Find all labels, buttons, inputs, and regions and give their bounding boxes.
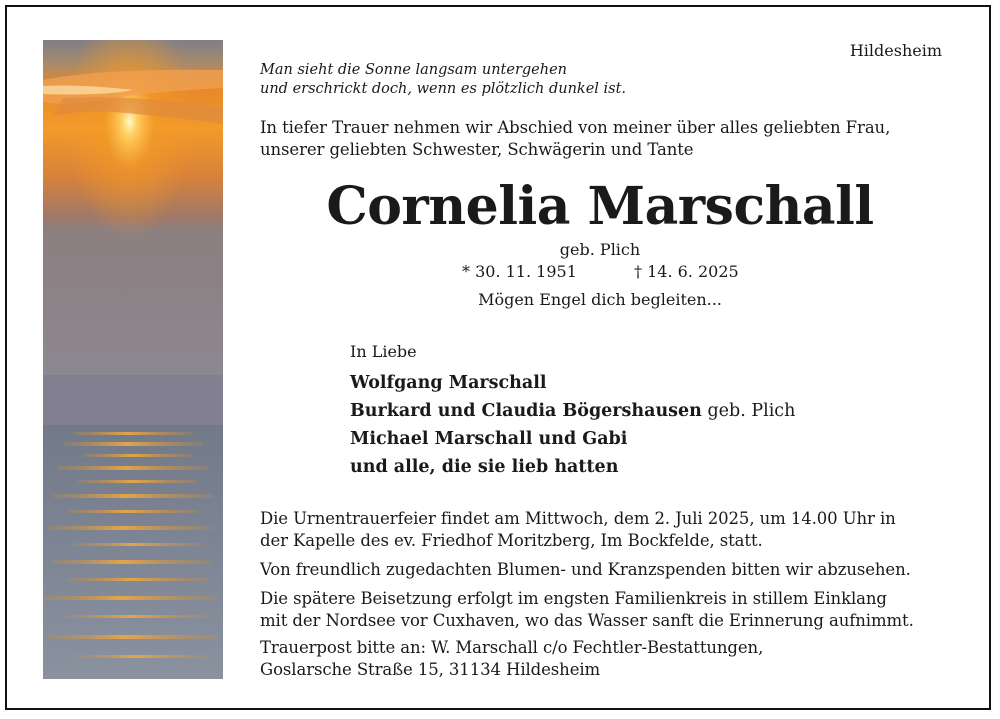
sunset-photo xyxy=(43,40,223,679)
flowers-note: Von freundlich zugedachten Blumen- und Kranzspenden bitten wir abzusehen. xyxy=(260,560,911,579)
mourner-1-name: Wolfgang Marschall xyxy=(350,373,547,393)
address-line-1: Trauerpost bitte an: W. Marschall c/o Fechtler-Bestattungen, xyxy=(260,638,764,657)
mourner-3-name: Michael Marschall und Gabi xyxy=(350,429,628,449)
quote-line-1: Man sieht die Sonne langsam untergehen xyxy=(260,62,567,78)
address-line-2: Goslarsche Straße 15, 31134 Hildesheim xyxy=(260,660,601,679)
quote-line-2: und erschrickt doch, wenn es plötzlich dunkel ist. xyxy=(260,81,627,97)
ceremony-line-2: der Kapelle des ev. Friedhof Moritzberg, Im Bockfelde, statt. xyxy=(260,531,763,550)
intro-line-1: In tiefer Trauer nehmen wir Abschied von meiner über alles geliebten Frau, xyxy=(260,118,891,137)
mourner-2 xyxy=(350,401,795,421)
ceremony-line-1: Die Urnentrauerfeier findet am Mittwoch, dem 2. Juli 2025, um 14.00 Uhr in xyxy=(260,509,896,528)
mourner-3 xyxy=(350,429,627,449)
birth-date: * 30. 11. 1951 xyxy=(462,262,577,281)
mourner-2-maiden: geb. Plich xyxy=(701,401,796,421)
blessing: Mögen Engel dich begleiten... xyxy=(478,290,722,309)
mourner-4 xyxy=(350,457,618,477)
burial-line-2: mit der Nordsee vor Cuxhaven, wo das Wasser sanft die Erinnerung aufnimmt. xyxy=(260,611,914,630)
burial-line-1: Die spätere Beisetzung erfolgt im engsten Familienkreis in stillem Einklang xyxy=(260,589,887,608)
death-date: † 14. 6. 2025 xyxy=(634,262,739,281)
intro-line-2: unserer geliebten Schwester, Schwägerin und Tante xyxy=(260,140,694,159)
deceased-name: Cornelia Marschall xyxy=(326,176,874,237)
mourner-2-name: Burkard und Claudia Bögershausen xyxy=(350,401,702,421)
in-love-label: In Liebe xyxy=(350,342,417,361)
maiden-name: geb. Plich xyxy=(559,240,641,259)
mourner-4-name: und alle, die sie lieb hatten xyxy=(350,457,619,477)
mourner-1 xyxy=(350,373,547,393)
place-name: Hildesheim xyxy=(849,41,942,60)
